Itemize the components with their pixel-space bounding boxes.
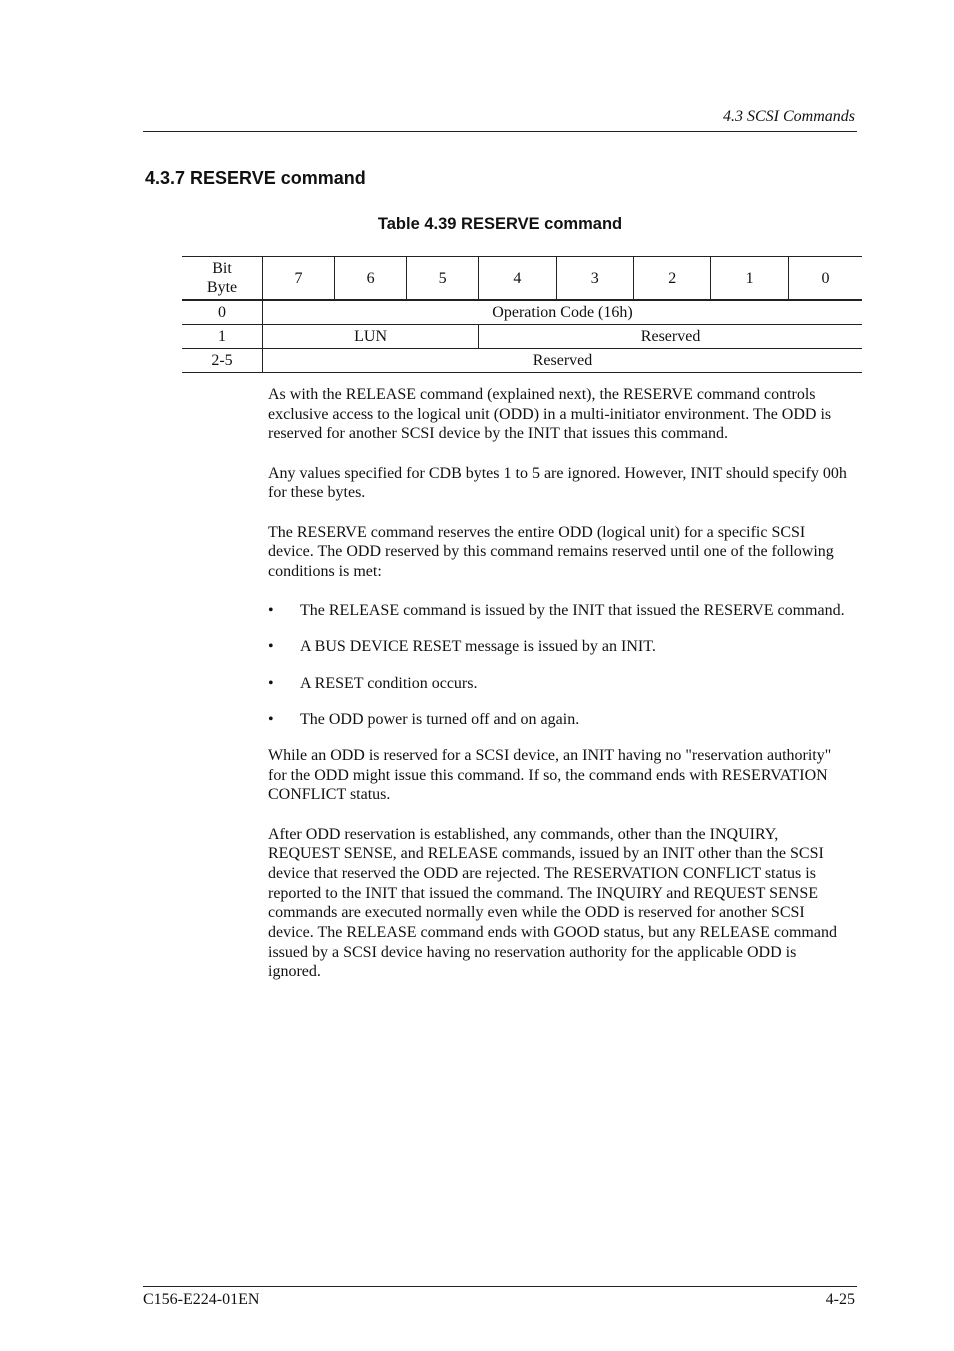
bullet-icon: •	[268, 638, 274, 656]
section-title: 4.3.7 RESERVE command	[145, 168, 366, 188]
paragraph: As with the RELEASE command (explained next), the RESERVE command controls exclusive access to the logical unit (ODD) in a multi-initiator environment. The ODD is reserved for another SCSI device by the INIT that issues this command.	[268, 386, 832, 443]
lun-cell: LUN	[263, 325, 479, 349]
bit-byte-corner-cell	[182, 257, 263, 301]
reserved-cell: Reserved	[263, 349, 863, 373]
footer-rule	[143, 1286, 857, 1287]
list-item	[268, 674, 848, 694]
list-item	[268, 710, 848, 730]
document-id: C156-E224-01EN	[143, 1291, 260, 1308]
bit-header-cell: 3	[556, 257, 633, 301]
header-rule	[143, 131, 857, 132]
paragraph: The RESERVE command reserves the entire ODD (logical unit) for a specific SCSI device. The ODD reserved by this command remains reserved until one of the following conditions is met:	[268, 523, 834, 580]
bit-header-cell: 0	[788, 257, 862, 301]
body-text	[268, 385, 848, 1002]
operation-code-cell: Operation Code (16h)	[263, 300, 863, 325]
byte-cell: 2-5	[182, 349, 263, 373]
bullet-icon: •	[268, 710, 274, 728]
paragraph: After ODD reservation is established, any commands, other than the INQUIRY, REQUEST SENSE, and RELEASE commands, issued by an INIT other than the SCSI device that reserved the ODD are rejected. The RESERVATION CONFLICT status is reported to the INIT that issued the command. The INQUIRY and REQUEST SENSE commands are executed normally even while the ODD is reserved for another SCSI device. The RELEASE command ends with GOOD status, but any RELEASE command issued by a SCSI device having no reservation authority for the applicable ODD is ignored.	[268, 825, 837, 981]
bit-header-cell: 2	[634, 257, 711, 301]
corner-byte-label: Byte	[206, 279, 238, 296]
bit-header-cell: 4	[479, 257, 556, 301]
table-caption: Table 4.39 RESERVE command	[377, 215, 623, 233]
list-item-text: The RELEASE command is issued by the INIT that issued the RESERVE command.	[300, 602, 845, 620]
byte-cell: 0	[182, 300, 263, 325]
page-number: 4-25	[825, 1291, 855, 1308]
reserve-command-table	[182, 256, 862, 373]
table-row	[182, 300, 862, 325]
list-item-text: A BUS DEVICE RESET message is issued by an INIT.	[300, 638, 656, 656]
paragraph: While an ODD is reserved for a SCSI device, an INIT having no "reservation authority" for the ODD might issue this command. If so, the command ends with RESERVATION CONFLICT status.	[268, 746, 832, 804]
bit-header-cell: 7	[263, 257, 335, 301]
paragraph: Any values specified for CDB bytes 1 to 5 are ignored. However, INIT should specify 00h for these bytes.	[268, 464, 847, 502]
bullet-icon: •	[268, 674, 274, 692]
list-item	[268, 637, 848, 657]
corner-bit-label: Bit	[212, 260, 232, 277]
byte-cell: 1	[182, 325, 263, 349]
list-item-text: A RESET condition occurs.	[300, 674, 478, 692]
bullet-icon: •	[268, 602, 274, 620]
bit-header-cell: 6	[335, 257, 407, 301]
bit-header-cell: 1	[711, 257, 788, 301]
table-header-row	[182, 257, 862, 301]
list-item	[268, 601, 848, 621]
reserved-cell: Reserved	[479, 325, 862, 349]
conditions-list	[268, 601, 848, 729]
table-row	[182, 325, 862, 349]
table-row	[182, 349, 862, 373]
running-head: 4.3 SCSI Commands	[722, 108, 855, 125]
list-item-text: The ODD power is turned off and on again.	[300, 710, 580, 728]
bit-header-cell: 5	[407, 257, 479, 301]
